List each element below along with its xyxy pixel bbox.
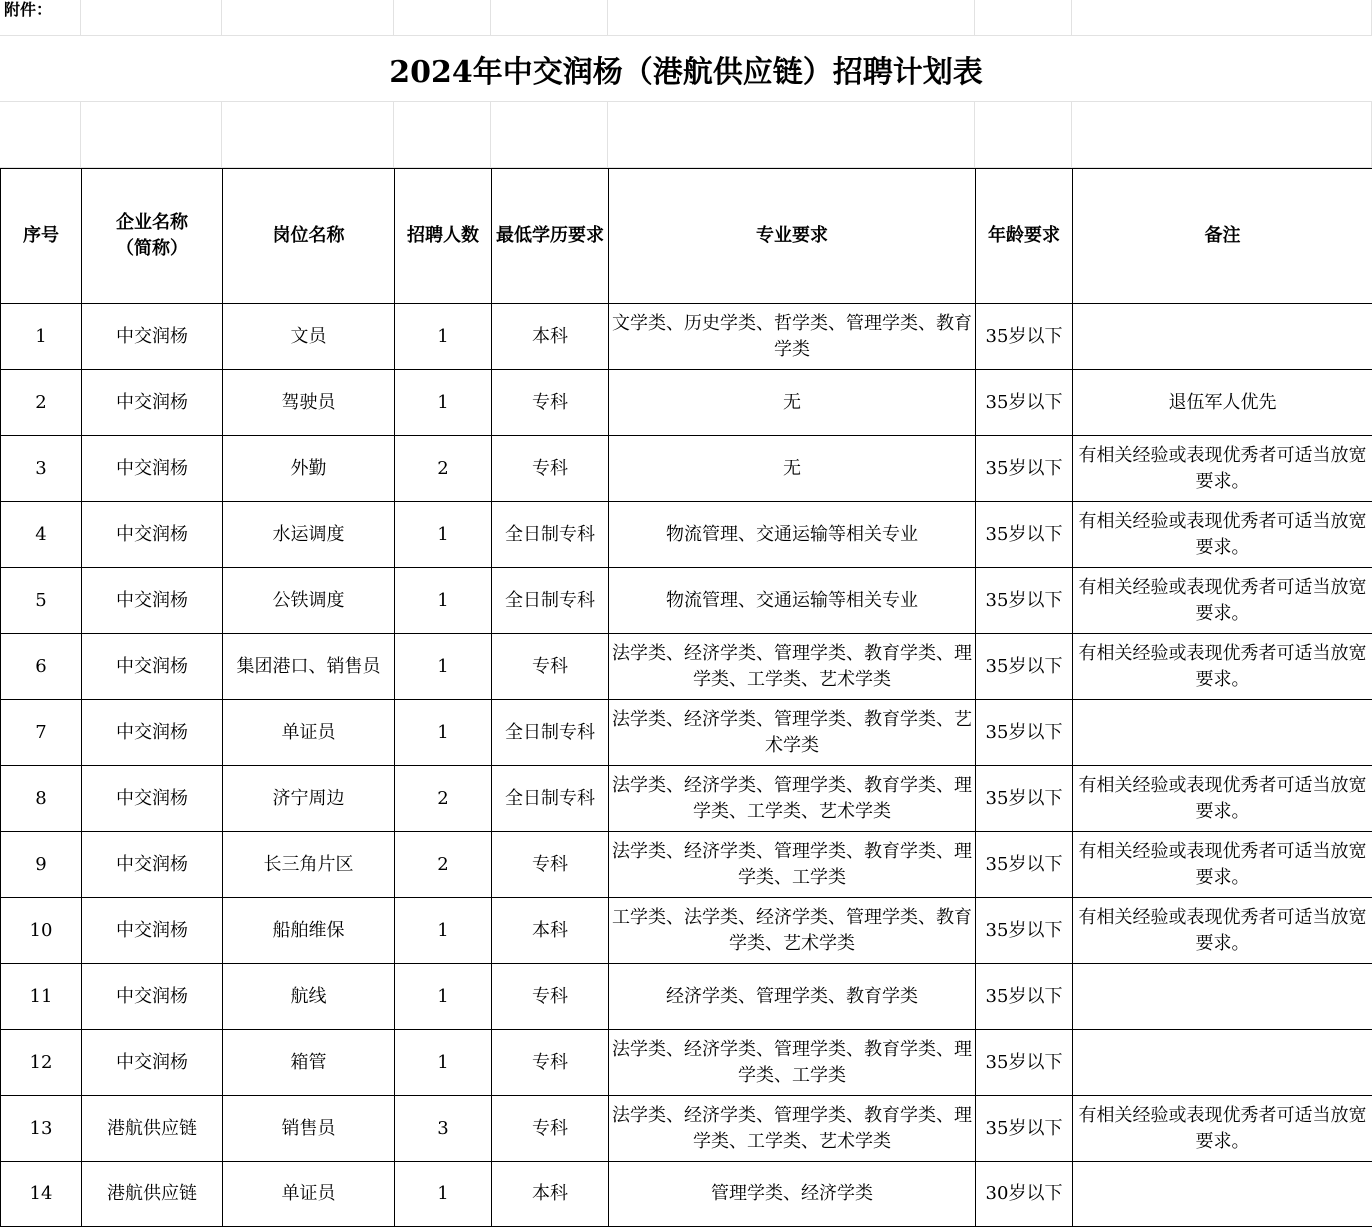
cell-count: 1 [395,1162,492,1227]
cell-education: 专科 [492,832,609,898]
cell-major: 物流管理、交通运输等相关专业 [609,568,976,634]
cell-position: 公铁调度 [223,568,395,634]
grid-cell [491,102,608,168]
cell-major: 经济学类、管理学类、教育学类 [609,964,976,1030]
cell-education: 全日制专科 [492,568,609,634]
grid-cell [0,102,81,168]
table-row [1,898,1372,964]
cell-count: 2 [395,832,492,898]
cell-education: 本科 [492,304,609,370]
cell-remarks: 退伍军人优先 [1073,370,1372,436]
cell-major: 工学类、法学类、经济学类、管理学类、教育学类、艺术学类 [609,898,976,964]
table-row [1,436,1372,502]
cell-count: 2 [395,766,492,832]
cell-company: 中交润杨 [82,568,223,634]
attachment-row [0,0,1372,36]
cell-major: 法学类、经济学类、管理学类、教育学类、理学类、工学类、艺术学类 [609,766,976,832]
table-header-row [1,169,1372,304]
cell-remarks: 有相关经验或表现优秀者可适当放宽要求。 [1073,766,1372,832]
cell-education: 专科 [492,370,609,436]
cell-age: 35岁以下 [976,304,1073,370]
table-row [1,1096,1372,1162]
cell-age: 35岁以下 [976,1096,1073,1162]
table-row [1,634,1372,700]
cell-major: 无 [609,370,976,436]
cell-count: 1 [395,898,492,964]
cell-company: 中交润杨 [82,634,223,700]
cell-education: 全日制专科 [492,700,609,766]
cell-remarks: 有相关经验或表现优秀者可适当放宽要求。 [1073,436,1372,502]
cell-position: 航线 [223,964,395,1030]
grid-cell [0,0,81,36]
cell-company: 中交润杨 [82,436,223,502]
table-row [1,1162,1372,1227]
cell-age: 35岁以下 [976,964,1073,1030]
header-count: 招聘人数 [395,169,492,304]
grid-cell [975,0,1072,36]
cell-no: 11 [1,964,82,1030]
grid-cell [1072,102,1372,168]
cell-count: 1 [395,1030,492,1096]
cell-education: 专科 [492,964,609,1030]
cell-age: 35岁以下 [976,634,1073,700]
header-company-line2: （简称） [116,238,188,259]
cell-major: 法学类、经济学类、管理学类、教育学类、理学类、工学类 [609,832,976,898]
grid-cell [1072,0,1372,36]
cell-count: 1 [395,370,492,436]
grid-cell [608,0,975,36]
cell-major: 管理学类、经济学类 [609,1162,976,1227]
cell-major: 法学类、经济学类、管理学类、教育学类、理学类、工学类 [609,1030,976,1096]
cell-no: 14 [1,1162,82,1227]
cell-company: 中交润杨 [82,502,223,568]
cell-no: 10 [1,898,82,964]
header-company [82,169,223,304]
header-remarks: 备注 [1073,169,1372,304]
header-company-line1: 企业名称 [116,212,188,233]
cell-no: 7 [1,700,82,766]
cell-age: 35岁以下 [976,700,1073,766]
cell-position: 水运调度 [223,502,395,568]
grid-cell [81,102,222,168]
table-row [1,502,1372,568]
cell-age: 35岁以下 [976,832,1073,898]
cell-company: 中交润杨 [82,370,223,436]
cell-no: 9 [1,832,82,898]
grid-cell [394,102,491,168]
cell-company: 中交润杨 [82,700,223,766]
cell-remarks [1073,1030,1372,1096]
cell-no: 8 [1,766,82,832]
cell-count: 1 [395,700,492,766]
cell-company: 中交润杨 [82,766,223,832]
cell-education: 专科 [492,634,609,700]
cell-education: 专科 [492,1096,609,1162]
table-row [1,700,1372,766]
table-row [1,964,1372,1030]
header-age: 年龄要求 [976,169,1073,304]
cell-count: 1 [395,304,492,370]
cell-remarks [1073,964,1372,1030]
cell-company: 港航供应链 [82,1162,223,1227]
cell-remarks: 有相关经验或表现优秀者可适当放宽要求。 [1073,1096,1372,1162]
header-education: 最低学历要求 [492,169,609,304]
cell-position: 单证员 [223,1162,395,1227]
recruitment-plan-table [0,168,1372,1227]
cell-no: 13 [1,1096,82,1162]
title-row [0,36,1372,102]
cell-remarks: 有相关经验或表现优秀者可适当放宽要求。 [1073,898,1372,964]
cell-company: 中交润杨 [82,1030,223,1096]
cell-education: 全日制专科 [492,502,609,568]
cell-major: 法学类、经济学类、管理学类、教育学类、理学类、工学类、艺术学类 [609,634,976,700]
cell-remarks: 有相关经验或表现优秀者可适当放宽要求。 [1073,832,1372,898]
cell-company: 中交润杨 [82,898,223,964]
grid-cell [491,0,608,36]
cell-count: 3 [395,1096,492,1162]
grid-cell [608,102,975,168]
cell-count: 1 [395,634,492,700]
cell-major: 法学类、经济学类、管理学类、教育学类、艺术学类 [609,700,976,766]
attachment-label: 附件： [4,0,53,19]
cell-age: 35岁以下 [976,436,1073,502]
cell-major: 文学类、历史学类、哲学类、管理学类、教育学类 [609,304,976,370]
cell-company: 中交润杨 [82,304,223,370]
blank-row [0,102,1372,168]
cell-company: 中交润杨 [82,832,223,898]
cell-major: 物流管理、交通运输等相关专业 [609,502,976,568]
cell-education: 本科 [492,1162,609,1227]
header-major: 专业要求 [609,169,976,304]
page-title: 2024年中交润杨（港航供应链）招聘计划表 [389,54,983,90]
cell-age: 35岁以下 [976,502,1073,568]
grid-cell [222,0,394,36]
cell-position: 外勤 [223,436,395,502]
table-row [1,1030,1372,1096]
cell-no: 4 [1,502,82,568]
cell-position: 集团港口、销售员 [223,634,395,700]
cell-company: 港航供应链 [82,1096,223,1162]
cell-education: 专科 [492,1030,609,1096]
cell-age: 35岁以下 [976,568,1073,634]
cell-remarks [1073,1162,1372,1227]
cell-position: 文员 [223,304,395,370]
grid-cell [975,102,1072,168]
cell-company: 中交润杨 [82,964,223,1030]
table-row [1,832,1372,898]
cell-position: 船舶维保 [223,898,395,964]
table-row [1,304,1372,370]
cell-no: 5 [1,568,82,634]
grid-cell [222,102,394,168]
cell-age: 30岁以下 [976,1162,1073,1227]
cell-position: 长三角片区 [223,832,395,898]
cell-education: 全日制专科 [492,766,609,832]
cell-education: 专科 [492,436,609,502]
cell-age: 35岁以下 [976,766,1073,832]
cell-position: 济宁周边 [223,766,395,832]
cell-count: 1 [395,964,492,1030]
table-row [1,766,1372,832]
table-row [1,370,1372,436]
cell-major: 法学类、经济学类、管理学类、教育学类、理学类、工学类、艺术学类 [609,1096,976,1162]
table-row [1,568,1372,634]
cell-no: 1 [1,304,82,370]
cell-major: 无 [609,436,976,502]
cell-remarks [1073,304,1372,370]
header-no: 序号 [1,169,82,304]
cell-remarks: 有相关经验或表现优秀者可适当放宽要求。 [1073,634,1372,700]
cell-age: 35岁以下 [976,370,1073,436]
cell-position: 驾驶员 [223,370,395,436]
cell-no: 3 [1,436,82,502]
cell-position: 箱管 [223,1030,395,1096]
cell-no: 6 [1,634,82,700]
cell-count: 1 [395,568,492,634]
cell-remarks: 有相关经验或表现优秀者可适当放宽要求。 [1073,568,1372,634]
cell-remarks [1073,700,1372,766]
cell-education: 本科 [492,898,609,964]
header-position: 岗位名称 [223,169,395,304]
cell-count: 1 [395,502,492,568]
cell-position: 销售员 [223,1096,395,1162]
cell-no: 12 [1,1030,82,1096]
grid-cell [81,0,222,36]
cell-position: 单证员 [223,700,395,766]
cell-age: 35岁以下 [976,1030,1073,1096]
cell-count: 2 [395,436,492,502]
grid-cell [394,0,491,36]
cell-age: 35岁以下 [976,898,1073,964]
cell-remarks: 有相关经验或表现优秀者可适当放宽要求。 [1073,502,1372,568]
cell-no: 2 [1,370,82,436]
